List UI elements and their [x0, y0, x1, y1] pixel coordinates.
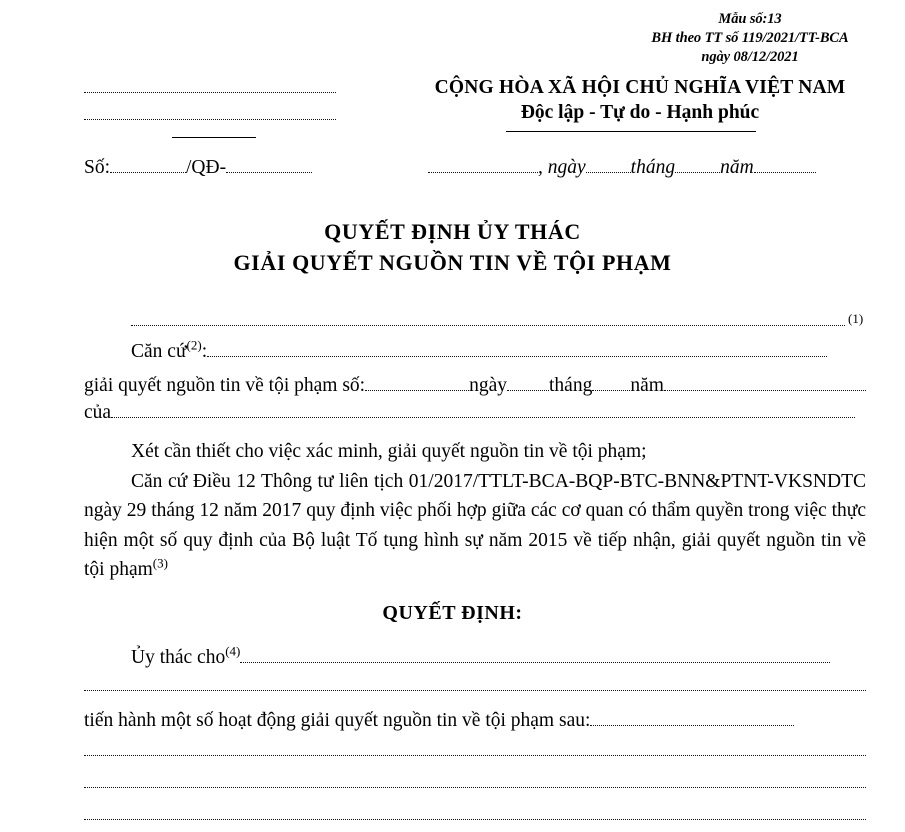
- document-number-suffix-input[interactable]: [226, 158, 312, 173]
- month-label: tháng: [630, 157, 676, 178]
- national-motto: Độc lập - Tự do - Hạnh phúc: [520, 102, 760, 123]
- page-title: [0, 216, 905, 278]
- document-number-input[interactable]: [110, 158, 186, 173]
- activities-input[interactable]: [590, 711, 794, 726]
- document-number-separator: /QĐ-: [186, 157, 227, 178]
- national-heading: [395, 76, 885, 126]
- legal-basis-colon: :: [201, 341, 208, 362]
- preamble-paragraph-2-text: Căn cứ Điều 12 Thông tư liên tịch 01/2017/TTLT-BCA-BQP-BTC-BNN&PTNT-VKSNDTC ngày 29 tháng 12 năm 2017 quy định việc phối hợp giữa các cơ quan có thẩm quyền trong việc thực hiện một số quy định của Bộ luật Tố tụng hình sự năm 2015 về tiếp nhận, giải quyết nguồn tin về tội phạm: [84, 470, 866, 580]
- entrust-to-input[interactable]: [240, 648, 830, 663]
- source-month-label: tháng: [549, 375, 593, 396]
- form-code-line-3: ngày 08/12/2021: [701, 49, 799, 65]
- agency-name-line-1[interactable]: [84, 92, 336, 93]
- footnote-marker-3: (3): [152, 555, 168, 571]
- legal-basis-row: [131, 339, 827, 365]
- activities-input-line-2[interactable]: [84, 755, 866, 756]
- source-day-label: ngày: [469, 375, 507, 396]
- activities-input-line-3[interactable]: [84, 787, 866, 788]
- footnote-marker-4: (4): [225, 643, 241, 659]
- year-input[interactable]: [754, 158, 816, 173]
- source-day-input[interactable]: [507, 376, 549, 391]
- entrust-to-label: Ủy thác cho: [131, 647, 226, 668]
- motto-underline: [506, 131, 756, 132]
- activities-row: [84, 708, 794, 734]
- preamble-paragraph-2: [84, 467, 866, 585]
- form-code-line-2: BH theo TT số 119/2021/TT-BCA: [651, 30, 849, 46]
- month-input[interactable]: [675, 158, 720, 173]
- legal-basis-input[interactable]: [207, 342, 827, 357]
- form-code-line-1: Mẫu số:13: [718, 11, 782, 27]
- issuing-unit-row: [84, 400, 855, 426]
- source-number-input[interactable]: [365, 376, 469, 391]
- footnote-marker-1: (1): [848, 311, 864, 326]
- source-month-input[interactable]: [592, 376, 630, 391]
- source-number-label: giải quyết nguồn tin về tội phạm số:: [84, 375, 366, 396]
- page-title-line-1: QUYẾT ĐỊNH ỦY THÁC: [324, 219, 581, 244]
- entrust-to-input-line-2[interactable]: [84, 690, 866, 691]
- decision-heading: QUYẾT ĐỊNH:: [382, 602, 523, 624]
- issuing-unit-label: của: [84, 402, 112, 423]
- issuing-unit-input[interactable]: [111, 403, 855, 418]
- source-number-row: [84, 373, 866, 399]
- document-number-row: [84, 155, 312, 181]
- preamble-paragraphs: [84, 437, 866, 585]
- source-year-input[interactable]: [664, 376, 866, 391]
- activities-label: tiến hành một số hoạt động giải quyết nguồn tin về tội phạm sau:: [84, 710, 591, 731]
- footnote-marker-2: (2): [186, 337, 202, 353]
- place-input[interactable]: [428, 158, 538, 173]
- agency-underline: [172, 137, 256, 138]
- legal-basis-label: Căn cứ: [131, 341, 187, 362]
- subject-line-input[interactable]: [131, 325, 845, 326]
- document-number-label: Số:: [84, 157, 111, 178]
- entrust-to-row: [131, 645, 830, 671]
- agency-name-line-2[interactable]: [84, 119, 336, 120]
- source-year-label: năm: [630, 375, 664, 396]
- activities-input-line-4[interactable]: [84, 819, 866, 820]
- page-title-line-2: GIẢI QUYẾT NGUỒN TIN VỀ TỘI PHẠM: [233, 250, 672, 275]
- preamble-paragraph-1: Xét cần thiết cho việc xác minh, giải quyết nguồn tin về tội phạm;: [131, 441, 647, 462]
- year-label: năm: [720, 157, 754, 178]
- form-code-block: [600, 10, 900, 67]
- day-input[interactable]: [586, 158, 631, 173]
- date-comma-ngay-label: , ngày: [538, 157, 586, 178]
- place-date-row: [428, 155, 816, 181]
- country-name: CỘNG HÒA XÃ HỘI CHỦ NGHĨA VIỆT NAM: [434, 77, 846, 98]
